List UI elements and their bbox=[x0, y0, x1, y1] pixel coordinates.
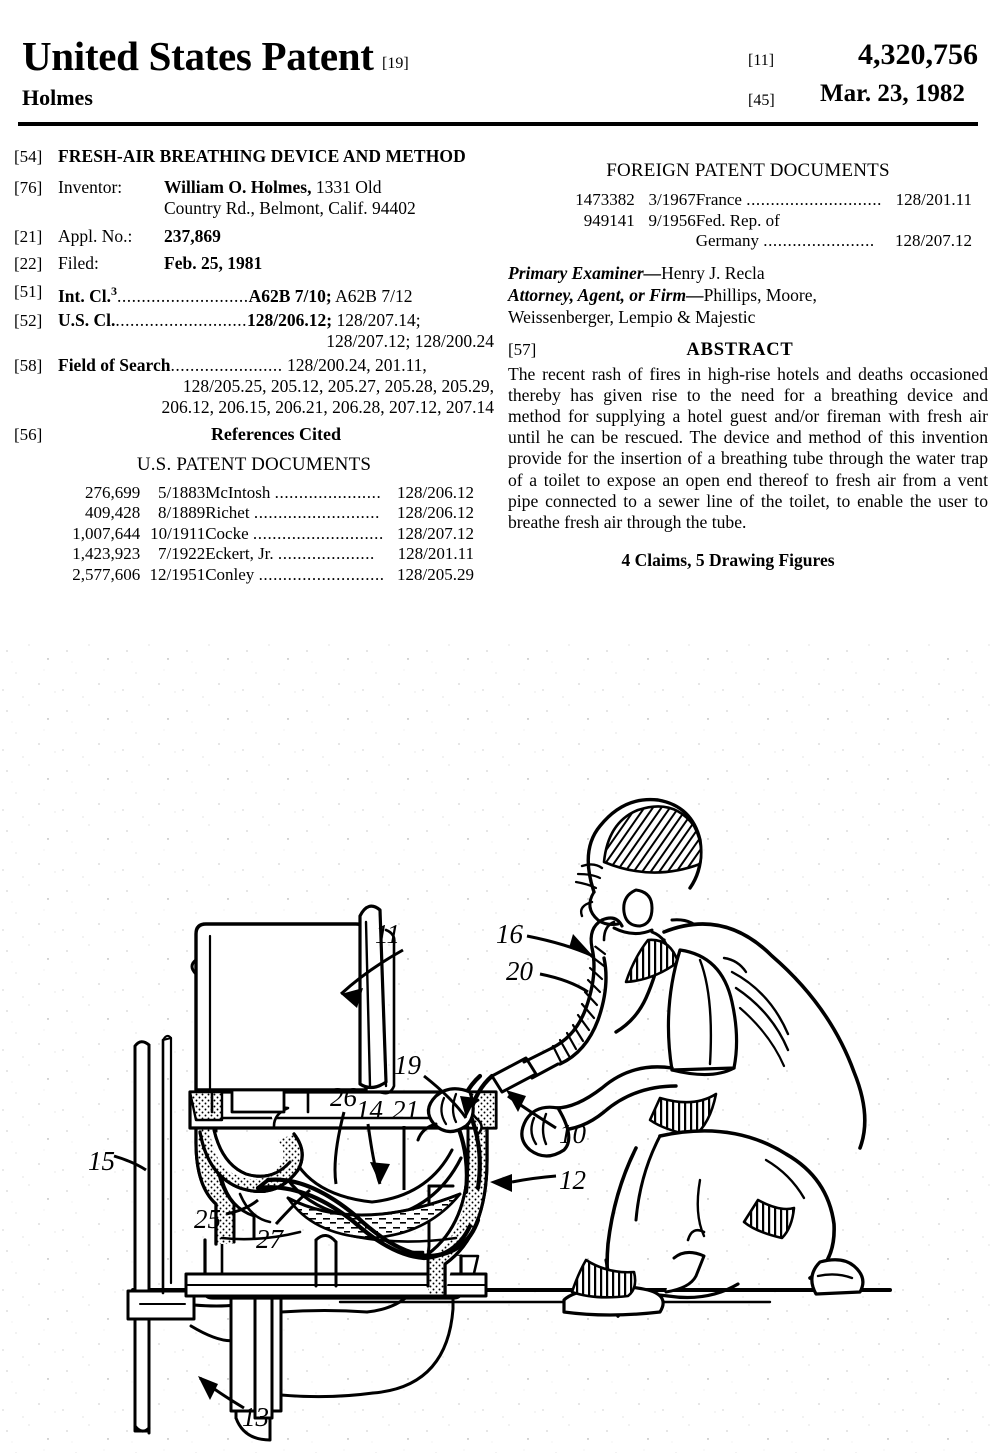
ref-number: 409,428 bbox=[84, 503, 141, 523]
ref-dots: ...................... bbox=[274, 482, 382, 502]
field-of-search-value bbox=[58, 355, 494, 418]
filed-value: Feb. 25, 1981 bbox=[164, 253, 263, 273]
filed-label: Filed: bbox=[58, 253, 99, 273]
ref-name bbox=[205, 524, 384, 545]
ref-numeral-12: 12 bbox=[559, 1165, 586, 1195]
foreign-ref-number: 949141 bbox=[583, 210, 635, 230]
abstract-heading: ABSTRACT bbox=[686, 339, 794, 360]
ref-name bbox=[205, 544, 384, 565]
inventor-surname: Holmes bbox=[22, 85, 93, 110]
abstract-heading-row bbox=[508, 340, 988, 361]
ref-numeral-19: 19 bbox=[394, 1050, 421, 1080]
foreign-ref-date: 3/1967 bbox=[648, 190, 696, 209]
patent-number: 4,320,756 bbox=[858, 38, 978, 71]
attorney-label: Attorney, Agent, or Firm— bbox=[508, 284, 704, 305]
table-row bbox=[54, 524, 474, 545]
ref-number: 2,577,606 bbox=[72, 564, 141, 584]
primary-examiner-label: Primary Examiner— bbox=[508, 262, 662, 283]
foreign-patent-documents-table bbox=[552, 190, 972, 252]
abstract-tag: [57] bbox=[508, 339, 537, 359]
field-of-search-dots: ....................... bbox=[170, 354, 283, 375]
ref-numeral-26: 26 bbox=[330, 1082, 357, 1112]
ref-numeral-11: 11 bbox=[375, 919, 400, 949]
foreign-ref-date: 9/1956 bbox=[648, 210, 696, 230]
foreign-ref-country-cont-text: Germany bbox=[695, 231, 759, 250]
primary-examiner-line bbox=[508, 262, 988, 284]
foreign-ref-class bbox=[882, 211, 972, 232]
title-tag: [54] bbox=[14, 147, 43, 166]
right-column bbox=[508, 160, 988, 571]
int-cl-primary: A62B 7/10; bbox=[248, 285, 332, 306]
ref-name bbox=[205, 503, 384, 524]
ref-date: 8/1889 bbox=[157, 503, 206, 523]
field-of-search-line3: 206.12, 206.15, 206.21, 206.28, 207.12, 207.14 bbox=[161, 396, 494, 417]
field-of-search-line2: 128/205.25, 205.12, 205.27, 205.28, 205.29, bbox=[182, 375, 494, 396]
int-cl-dots: ........................... bbox=[117, 285, 249, 306]
foreign-ref-number: 1473382 bbox=[575, 190, 635, 209]
foreign-ref-country-cont bbox=[696, 231, 882, 252]
appl-no-value: 237,869 bbox=[164, 226, 221, 246]
foreign-ref-class: 128/201.11 bbox=[895, 190, 972, 209]
ref-numeral-14: 14 bbox=[356, 1095, 383, 1125]
table-row bbox=[552, 231, 972, 252]
ref-numeral-10: 10 bbox=[559, 1119, 586, 1149]
ref-date: 7/1922 bbox=[157, 544, 206, 564]
ref-class: 128/207.12 bbox=[397, 523, 474, 543]
filed-row bbox=[14, 253, 494, 274]
appl-no-tag: [21] bbox=[14, 227, 43, 246]
ref-name-text: Eckert, Jr. bbox=[205, 544, 274, 564]
us-cl-line2: 128/207.12; 128/200.24 bbox=[326, 330, 494, 351]
ref-date: 10/1911 bbox=[150, 523, 206, 543]
attorney-name: Phillips, Moore, bbox=[703, 284, 817, 305]
foreign-ref-country-text: France bbox=[695, 190, 742, 209]
appl-no-row bbox=[14, 226, 494, 247]
inventor-label: Inventor: bbox=[58, 177, 123, 197]
ref-numeral-16: 16 bbox=[496, 919, 523, 949]
inventor-value bbox=[164, 177, 494, 219]
appl-no-label: Appl. No.: bbox=[58, 226, 133, 246]
ref-class: 128/205.29 bbox=[397, 564, 474, 584]
ref-class: 128/201.11 bbox=[397, 544, 474, 564]
field-of-search-tag: [58] bbox=[14, 355, 43, 375]
ref-numeral-25: 25 bbox=[194, 1204, 221, 1234]
ref-class: 128/206.12 bbox=[397, 503, 474, 523]
toilet-tank bbox=[192, 906, 394, 1112]
inventor-name: William O. Holmes, bbox=[164, 177, 312, 197]
attorney-line-2: Weissenberger, Lempio & Majestic bbox=[508, 306, 756, 327]
ref-numeral-20: 20 bbox=[506, 956, 533, 986]
int-cl-value bbox=[58, 281, 494, 307]
us-cl-tag: [52] bbox=[14, 310, 43, 330]
field-of-search-line1: 128/200.24, 201.11, bbox=[282, 354, 427, 375]
ref-dots: .................... bbox=[277, 544, 375, 564]
int-cl-label: Int. Cl. bbox=[58, 285, 111, 306]
table-row bbox=[54, 483, 474, 504]
ref-number: 1,007,644 bbox=[72, 523, 141, 543]
table-row bbox=[552, 190, 972, 211]
ref-dots: .......................... bbox=[258, 564, 385, 584]
int-cl-superscript: 3 bbox=[111, 284, 117, 298]
ref-dots: .......................... bbox=[253, 503, 380, 523]
ref-number: 276,699 bbox=[84, 482, 141, 502]
foreign-ref-cont-class: 128/207.12 bbox=[895, 231, 972, 250]
field-of-search-label: Field of Search bbox=[58, 354, 171, 375]
left-column bbox=[14, 146, 494, 585]
patent-date: Mar. 23, 1982 bbox=[820, 80, 965, 107]
references-cited-heading-wrap bbox=[58, 424, 494, 451]
foreign-ref-dots: ............................ bbox=[746, 190, 883, 209]
us-cl-row bbox=[14, 310, 494, 352]
foreign-ref-country: Fed. Rep. of bbox=[695, 210, 780, 230]
inventor-address-line1: 1331 Old bbox=[315, 177, 382, 197]
table-row bbox=[552, 211, 972, 232]
ref-name-text: Conley bbox=[205, 564, 255, 584]
table-row bbox=[54, 565, 474, 586]
page-title: United States Patent bbox=[22, 33, 374, 79]
references-cited-tag: [56] bbox=[14, 424, 43, 444]
inventor-row bbox=[14, 177, 494, 219]
patent-drawing bbox=[0, 640, 995, 1453]
ref-date: 5/1883 bbox=[157, 482, 206, 502]
foreign-patent-documents-heading: FOREIGN PATENT DOCUMENTS bbox=[606, 160, 890, 181]
abstract-text: The recent rash of fires in high-rise hotels and deaths occasioned thereby has given rise to the need for a breathing device and method for supplying a hotel guest and/or fireman with fresh air until he can be rescued. The device and method of this invention provide for the insertion of a breathing tube through the water trap of a toilet to expose an open end thereof to fresh air from a vent pipe connected to a sewer line of the toilet, to enable the user to breathe fresh air through the tube. bbox=[508, 363, 988, 532]
int-cl-tag: [51] bbox=[14, 282, 43, 301]
primary-examiner-name: Henry J. Recla bbox=[661, 262, 765, 283]
ref-number: 1,423,923 bbox=[72, 544, 141, 564]
ref-class: 128/206.12 bbox=[397, 482, 474, 502]
patent-header bbox=[0, 0, 995, 128]
examiner-block bbox=[508, 262, 988, 328]
field-of-search-row bbox=[14, 355, 494, 418]
int-cl-secondary: A62B 7/12 bbox=[331, 285, 413, 306]
us-cl-secondary: 128/207.14; bbox=[332, 309, 421, 330]
ref-numeral-13: 13 bbox=[242, 1402, 269, 1432]
us-patent-documents-heading: U.S. PATENT DOCUMENTS bbox=[136, 453, 372, 475]
patent-date-inid-tag: [45] bbox=[748, 92, 775, 109]
us-cl-value bbox=[58, 310, 494, 352]
int-cl-row bbox=[14, 281, 494, 307]
table-row bbox=[54, 544, 474, 565]
ref-name bbox=[205, 483, 384, 504]
us-cl-dots: ........................... bbox=[115, 309, 247, 330]
foreign-ref-country bbox=[696, 190, 882, 211]
inventor-tag: [76] bbox=[14, 178, 43, 197]
ref-name-text: Cocke bbox=[205, 523, 249, 543]
references-cited-heading: References Cited bbox=[210, 423, 342, 444]
attorney-line bbox=[508, 284, 988, 306]
invention-title: FRESH-AIR BREATHING DEVICE AND METHOD bbox=[58, 146, 466, 166]
us-cl-label: U.S. Cl. bbox=[58, 309, 116, 330]
ref-date: 12/1951 bbox=[149, 564, 206, 584]
ref-name-text: Richet bbox=[205, 503, 250, 523]
table-row bbox=[54, 503, 474, 524]
us-cl-primary: 128/206.12; bbox=[247, 309, 333, 330]
us-patent-documents-table bbox=[54, 483, 474, 586]
references-cited-row bbox=[14, 424, 494, 451]
ref-name bbox=[205, 565, 384, 586]
ref-numeral-15: 15 bbox=[88, 1146, 115, 1176]
ref-name-text: McIntosh bbox=[205, 482, 271, 502]
ref-numeral-27: 27 bbox=[256, 1224, 283, 1254]
title-row bbox=[14, 146, 494, 167]
ref-numeral-21: 21 bbox=[392, 1095, 419, 1125]
filed-tag: [22] bbox=[14, 254, 43, 273]
foreign-ref-cont-dots: ....................... bbox=[763, 231, 875, 250]
claims-and-figures-line: 4 Claims, 5 Drawing Figures bbox=[621, 550, 835, 571]
ref-dots: ........................... bbox=[252, 523, 384, 543]
header-divider bbox=[18, 122, 978, 126]
title-inid-tag: [19] bbox=[382, 55, 409, 72]
patent-number-inid-tag: [11] bbox=[748, 52, 775, 69]
inventor-address-line2: Country Rd., Belmont, Calif. 94402 bbox=[164, 198, 416, 218]
